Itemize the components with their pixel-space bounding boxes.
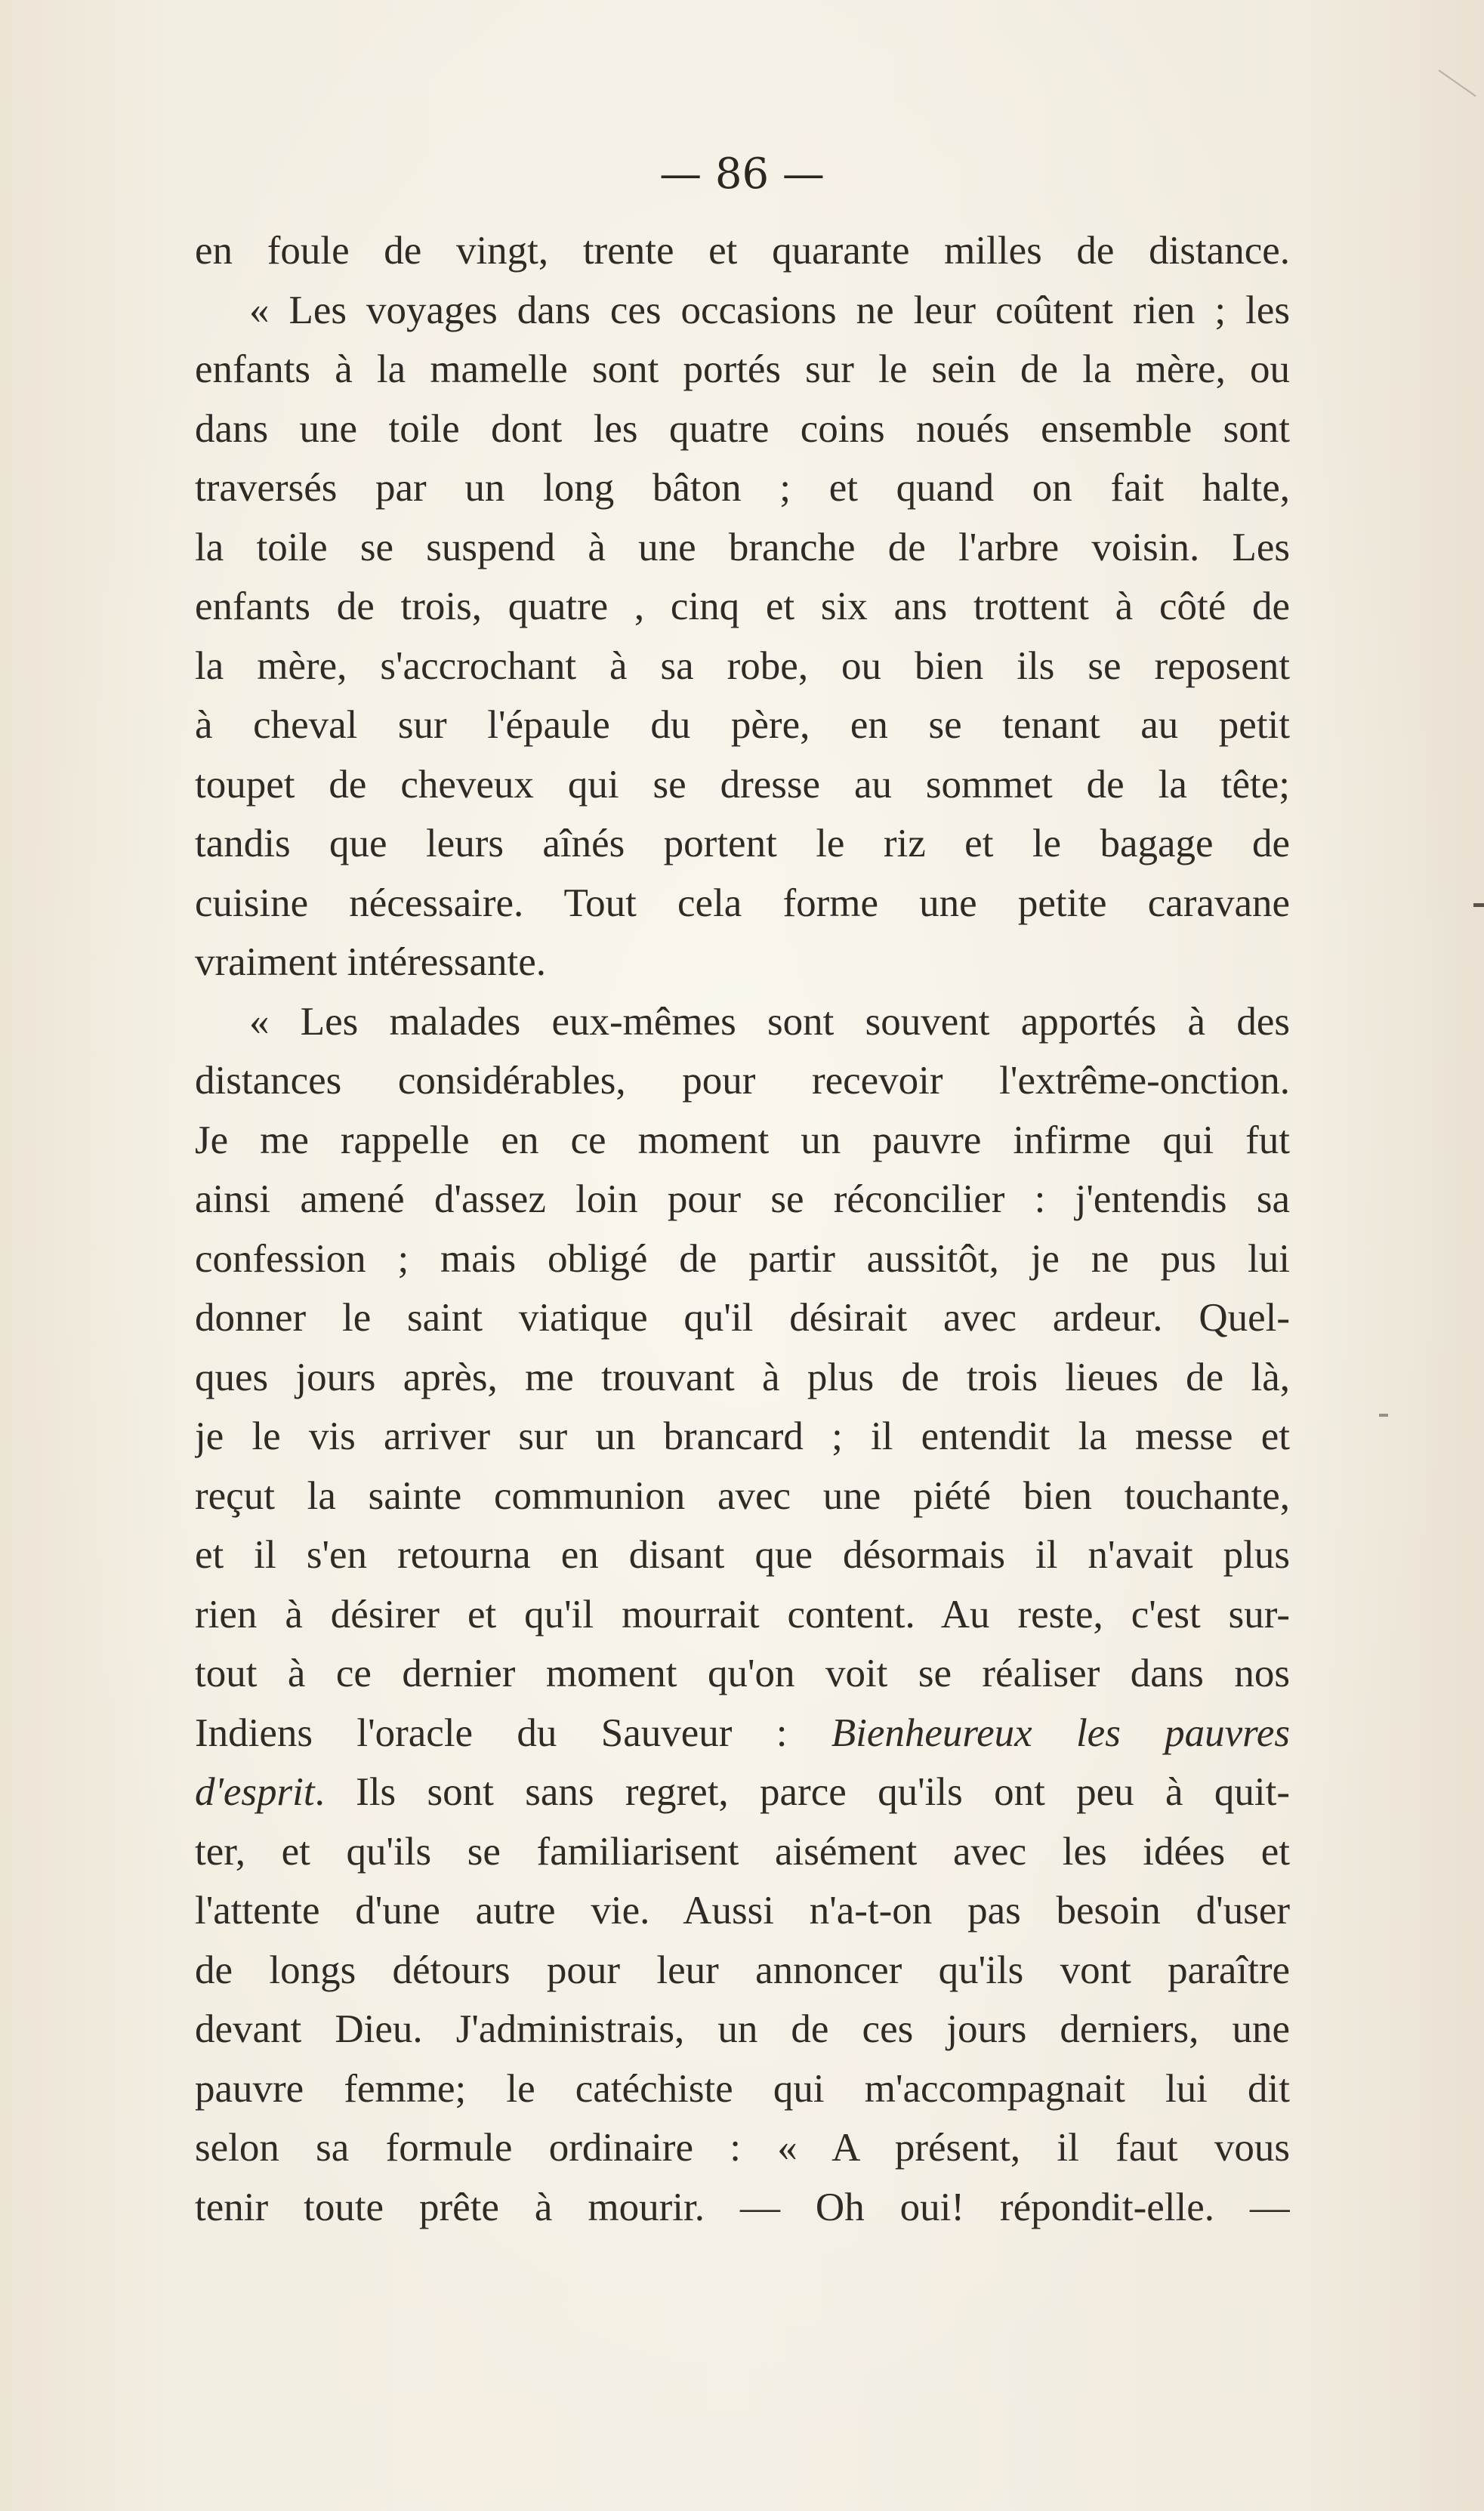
text-line: tenir toute prête à mourir. — Oh oui! répondit-elle. — xyxy=(195,2185,1290,2229)
text-line: « Les voyages dans ces occasions ne leur coûtent rien ; les xyxy=(249,288,1290,332)
text-line: rien à désirer et qu'il mourrait content. Au reste, c'est sur- xyxy=(195,1592,1290,1636)
text-line: tandis que leurs aînés portent le riz et le bagage de xyxy=(195,822,1290,865)
text-fragment: . Ils sont sans regret, parce qu'ils ont peu à quit- xyxy=(314,1770,1290,1814)
text-line: de longs détours pour leur annoncer qu'ils vont paraître xyxy=(195,1948,1290,1992)
text-line-with-italic xyxy=(195,1704,1290,1763)
text-line: l'attente d'une autre vie. Aussi n'a-t-on pas besoin d'user xyxy=(195,1889,1290,1933)
text-line: confession ; mais obligé de partir aussitôt, je ne pus lui xyxy=(195,1236,1290,1281)
text-line: en foule de vingt, trente et quarante milles de distance. xyxy=(195,229,1290,273)
text-line: ques jours après, me trouvant à plus de trois lieues de là, xyxy=(195,1355,1290,1399)
text-line: tout à ce dernier moment qu'on voit se réaliser dans nos xyxy=(195,1652,1290,1695)
text-line: reçut la sainte communion avec une piété bien touchante, xyxy=(195,1473,1290,1518)
text-fragment: Indiens l'oracle du Sauveur : xyxy=(195,1711,831,1755)
text-line: enfants de trois, quatre , cinq et six ans trottent à côté de xyxy=(195,585,1290,628)
page-number: — 86 — xyxy=(659,150,825,199)
page-corner-crease xyxy=(1438,69,1476,97)
text-line: ter, et qu'ils se familiarisent aisément avec les idées et xyxy=(195,1829,1290,1874)
text-line: enfants à la mamelle sont portés sur le sein de la mère, ou xyxy=(195,347,1290,391)
text-line: devant Dieu. J'administrais, un de ces jours derniers, une xyxy=(195,2007,1290,2051)
text-line-with-italic xyxy=(195,1763,1290,1822)
text-line: la mère, s'accrochant à sa robe, ou bien ils se reposent xyxy=(195,643,1290,688)
text-line: vraiment intéressante. xyxy=(195,940,547,984)
text-line: à cheval sur l'épaule du père, en se tenant au petit xyxy=(195,703,1290,747)
text-line: traversés par un long bâton ; et quand on fait halte, xyxy=(195,466,1290,510)
text-line: pauvre femme; le catéchiste qui m'accompagnait lui dit xyxy=(195,2066,1290,2111)
text-line: la toile se suspend à une branche de l'arbre voisin. Les xyxy=(195,525,1290,569)
italic-fragment: d'esprit xyxy=(195,1770,315,1814)
text-line: selon sa formule ordinaire : « A présent, il faut vous xyxy=(195,2126,1290,2170)
text-line: « Les malades eux-mêmes sont souvent apportés à des xyxy=(249,999,1290,1044)
text-line: toupet de cheveux qui se dresse au sommet de la tête; xyxy=(195,762,1290,807)
text-line: je le vis arriver sur un brancard ; il entendit la messe et xyxy=(195,1414,1290,1458)
margin-mark xyxy=(1473,903,1484,907)
text-line: cuisine nécessaire. Tout cela forme une petite caravane xyxy=(195,881,1290,925)
italic-phrase: Bienheureux les pauvres xyxy=(831,1711,1290,1755)
text-line: et il s'en retourna en disant que désormais il n'avait plus xyxy=(195,1533,1290,1577)
margin-speck xyxy=(1379,1414,1388,1417)
text-line: Je me rappelle en ce moment un pauvre infirme qui fut xyxy=(195,1118,1290,1162)
text-line: dans une toile dont les quatre coins noués ensemble sont xyxy=(195,406,1290,451)
body-text xyxy=(195,221,1290,2237)
text-line: ainsi amené d'assez loin pour se réconcilier : j'entendis sa xyxy=(195,1177,1290,1221)
text-line: distances considérables, pour recevoir l'extrême-onction. xyxy=(195,1059,1290,1103)
text-line: donner le saint viatique qu'il désirait avec ardeur. Quel- xyxy=(195,1296,1290,1340)
